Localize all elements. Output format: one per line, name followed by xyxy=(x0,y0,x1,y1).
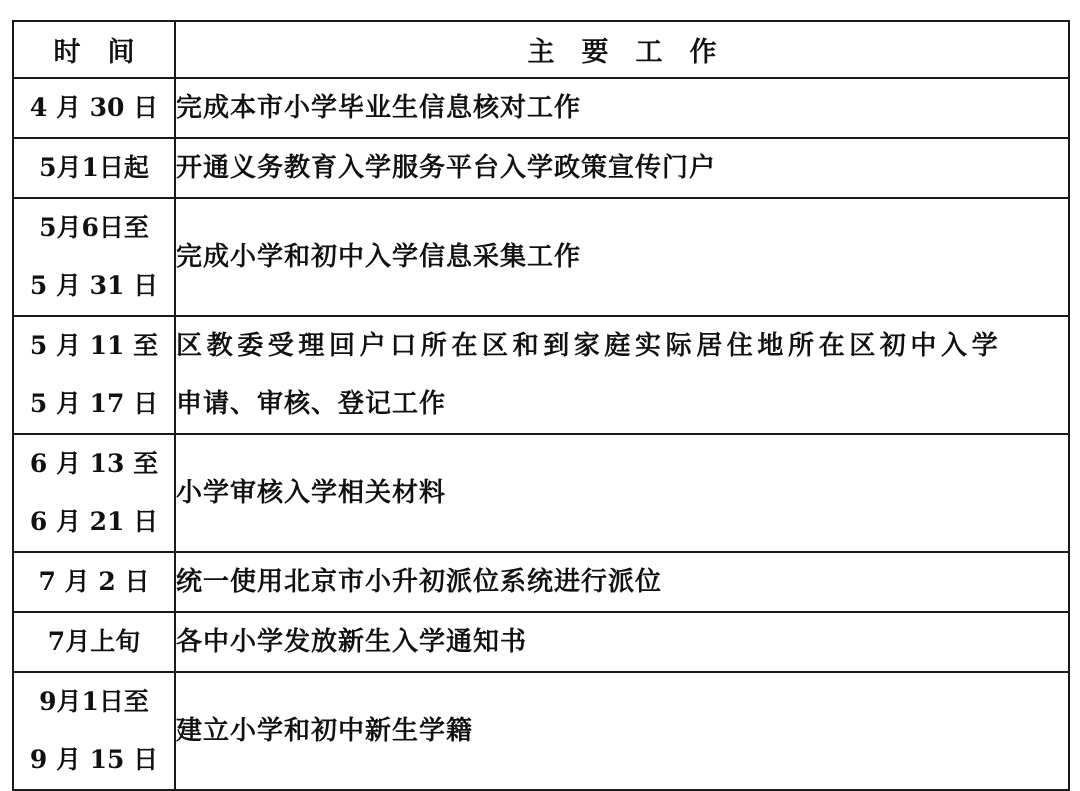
time-text: 4 月 30 日 xyxy=(29,93,159,122)
time-text: 5月1日起 xyxy=(39,153,149,182)
table-row xyxy=(13,612,1069,672)
work-cell xyxy=(175,198,1069,316)
time-cell xyxy=(13,138,175,198)
time-cell xyxy=(13,78,175,138)
header-time: 时 间 xyxy=(13,21,175,78)
work-cell xyxy=(175,316,1069,434)
header-work: 主 要 工 作 xyxy=(175,21,1069,78)
work-text: 统一使用北京市小升初派位系统进行派位 xyxy=(176,567,663,597)
table-row xyxy=(13,78,1069,138)
work-text: 开通义务教育入学服务平台入学政策宣传门户 xyxy=(176,153,717,183)
table-row xyxy=(13,552,1069,612)
time-text: 9月1日至 xyxy=(39,687,149,716)
time-cell xyxy=(13,198,175,316)
time-text: 5 月 17 日 xyxy=(29,389,159,418)
work-text: 区教委受理回户口所在区和到家庭实际居住地所在区初中入学 xyxy=(176,331,1003,361)
work-text: 完成本市小学毕业生信息核对工作 xyxy=(176,93,582,123)
time-text: 7月上旬 xyxy=(47,627,141,656)
table-header-row xyxy=(13,21,1069,78)
time-text: 9 月 15 日 xyxy=(29,745,159,774)
table-row xyxy=(13,434,1069,552)
time-text: 6 月 13 至 xyxy=(29,449,159,478)
work-text: 各中小学发放新生入学通知书 xyxy=(176,627,528,657)
time-cell xyxy=(13,672,175,790)
time-text: 5月6日至 xyxy=(39,213,149,242)
work-text: 小学审核入学相关材料 xyxy=(176,478,447,508)
time-text: 5 月 11 至 xyxy=(29,331,159,360)
time-cell xyxy=(13,552,175,612)
work-cell xyxy=(175,78,1069,138)
work-cell xyxy=(175,434,1069,552)
work-text: 建立小学和初中新生学籍 xyxy=(176,716,474,746)
work-cell xyxy=(175,612,1069,672)
time-text: 7 月 2 日 xyxy=(38,567,150,596)
time-text: 6 月 21 日 xyxy=(29,507,159,536)
schedule-table xyxy=(12,20,1070,791)
work-cell xyxy=(175,138,1069,198)
work-cell xyxy=(175,552,1069,612)
work-text: 完成小学和初中入学信息采集工作 xyxy=(176,242,582,272)
time-cell xyxy=(13,434,175,552)
work-cell xyxy=(175,672,1069,790)
table-row xyxy=(13,138,1069,198)
time-text: 5 月 31 日 xyxy=(29,271,159,300)
table-row xyxy=(13,316,1069,434)
time-cell xyxy=(13,612,175,672)
table-row xyxy=(13,672,1069,790)
time-cell xyxy=(13,316,175,434)
table-row xyxy=(13,198,1069,316)
work-text: 申请、审核、登记工作 xyxy=(176,389,447,419)
